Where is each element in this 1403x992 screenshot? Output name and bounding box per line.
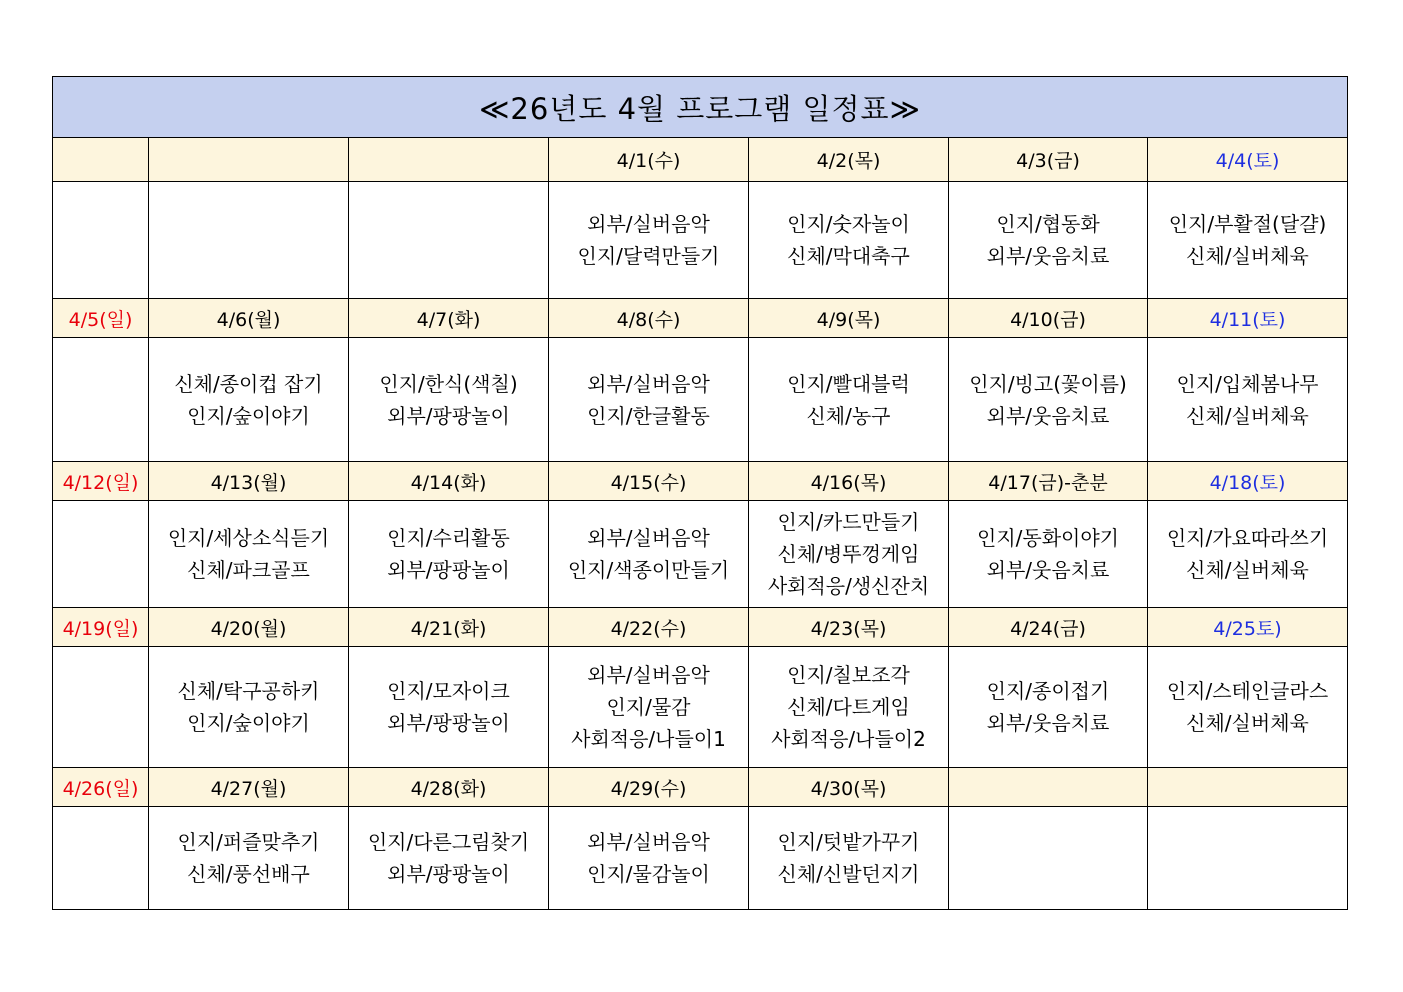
activity-cell-mon: [149, 647, 349, 768]
activity-row-week-1: [53, 182, 1348, 299]
activity-item: 신체/실버체육: [1186, 244, 1309, 268]
activity-item: 인지/텃밭가꾸기: [777, 830, 920, 854]
activity-cell-thu: [749, 807, 949, 910]
activity-cell-sat: [1148, 807, 1348, 910]
activity-item: 인지/빨대블럭: [787, 371, 910, 396]
activity-cell-wed: [549, 807, 749, 910]
schedule-table: [52, 76, 1348, 910]
activity-cell-sat: [1148, 338, 1348, 462]
date-cell-wed: 4/15(수): [549, 462, 749, 501]
activity-item: 신체/농구: [806, 403, 891, 428]
activity-item: 신체/풍선배구: [187, 862, 310, 886]
date-cell-thu: 4/30(목): [749, 768, 949, 807]
activity-cell-fri: [949, 501, 1148, 608]
activity-row-week-5: [53, 807, 1348, 910]
date-cell-sat: [1148, 768, 1348, 807]
date-cell-wed: 4/1(수): [549, 138, 749, 182]
activity-item: 인지/퍼즐맞추기: [177, 830, 320, 854]
activity-item: 인지/물감놀이: [587, 862, 710, 886]
activity-item: 인지/세상소식듣기: [167, 526, 330, 550]
activity-item: 인지/빙고(꽃이름): [969, 371, 1127, 396]
activity-item: 외부/팡팡놀이: [387, 862, 510, 886]
date-cell-sat: 4/18(토): [1148, 462, 1348, 501]
date-cell-fri: [949, 768, 1148, 807]
activity-item: 인지/모자이크: [387, 679, 510, 703]
activity-item: 신체/병뚜껑게임: [777, 542, 920, 566]
activity-item: 인지/부활절(달걀): [1168, 212, 1327, 236]
page-title: ≪26년도 4월 프로그램 일정표≫: [53, 77, 1348, 138]
activity-cell-wed: [549, 182, 749, 299]
activity-item: 인지/카드만들기: [777, 510, 920, 534]
date-cell-fri: 4/24(금): [949, 608, 1148, 647]
date-row-week-3: [53, 462, 1348, 501]
date-row-week-4: [53, 608, 1348, 647]
activity-cell-sun: [53, 182, 149, 299]
activity-item: 사회적응/나들이2: [771, 727, 926, 751]
date-cell-sat: 4/25토): [1148, 608, 1348, 647]
activity-cell-tue: [349, 338, 549, 462]
activity-cell-wed: [549, 338, 749, 462]
date-cell-tue: 4/14(화): [349, 462, 549, 501]
activity-row-week-2: [53, 338, 1348, 462]
activity-item: 외부/팡팡놀이: [387, 558, 510, 582]
date-cell-mon: 4/13(월): [149, 462, 349, 501]
activity-item: 인지/입체봄나무: [1176, 371, 1319, 396]
activity-cell-mon: [149, 182, 349, 299]
date-cell-tue: 4/28(화): [349, 768, 549, 807]
date-cell-sun: 4/5(일): [53, 299, 149, 338]
activity-item: 인지/색종이만들기: [567, 558, 730, 582]
date-cell-sun: 4/26(일): [53, 768, 149, 807]
activity-item: 외부/팡팡놀이: [387, 711, 510, 735]
activity-item: 인지/가요따라쓰기: [1166, 526, 1329, 550]
activity-item: 신체/실버체육: [1186, 711, 1309, 735]
date-cell-sun: 4/19(일): [53, 608, 149, 647]
activity-cell-tue: [349, 501, 549, 608]
activity-item: 인지/한글활동: [587, 403, 710, 428]
activity-item: 인지/종이접기: [986, 679, 1110, 703]
activity-item: 인지/물감: [606, 695, 691, 719]
activity-item: 인지/숲이야기: [187, 711, 310, 735]
date-cell-fri: 4/3(금): [949, 138, 1148, 182]
date-cell-mon: [149, 138, 349, 182]
date-cell-tue: 4/7(화): [349, 299, 549, 338]
activity-item: 외부/실버음악: [587, 830, 710, 854]
activity-cell-mon: [149, 501, 349, 608]
activity-item: 외부/실버음악: [587, 526, 710, 550]
activity-item: 인지/스테인글라스: [1166, 679, 1329, 703]
date-cell-mon: 4/27(월): [149, 768, 349, 807]
activity-item: 인지/한식(색칠): [379, 371, 518, 396]
activity-row-week-4: [53, 647, 1348, 768]
date-cell-sat: 4/11(토): [1148, 299, 1348, 338]
activity-item: 인지/동화이야기: [977, 526, 1119, 550]
activity-cell-wed: [549, 501, 749, 608]
activity-item: 인지/다른그림찾기: [367, 830, 530, 854]
activity-cell-fri: [949, 807, 1148, 910]
activity-cell-tue: [349, 807, 549, 910]
title-row: [53, 77, 1348, 138]
activity-cell-mon: [149, 807, 349, 910]
date-cell-tue: [349, 138, 549, 182]
date-cell-wed: 4/29(수): [549, 768, 749, 807]
activity-item: 사회적응/생신잔치: [767, 574, 930, 598]
activity-cell-sun: [53, 338, 149, 462]
activity-cell-wed: [549, 647, 749, 768]
activity-cell-thu: [749, 338, 949, 462]
date-cell-mon: 4/6(월): [149, 299, 349, 338]
activity-item: 신체/다트게임: [787, 695, 910, 719]
activity-item: 신체/종이컵 잡기: [174, 371, 323, 396]
activity-cell-sun: [53, 647, 149, 768]
date-cell-sun: 4/12(일): [53, 462, 149, 501]
date-row-week-5: [53, 768, 1348, 807]
activity-cell-sat: [1148, 501, 1348, 608]
activity-cell-tue: [349, 647, 549, 768]
activity-cell-fri: [949, 338, 1148, 462]
activity-item: 신체/실버체육: [1186, 403, 1309, 428]
date-cell-sun: [53, 138, 149, 182]
date-cell-mon: 4/20(월): [149, 608, 349, 647]
activity-cell-fri: [949, 647, 1148, 768]
activity-item: 외부/웃음치료: [986, 403, 1110, 428]
activity-item: 신체/신발던지기: [777, 862, 920, 886]
activity-item: 신체/탁구공하키: [177, 679, 320, 703]
date-cell-fri: 4/17(금)-춘분: [949, 462, 1148, 501]
date-cell-thu: 4/16(목): [749, 462, 949, 501]
activity-item: 외부/팡팡놀이: [387, 403, 510, 428]
activity-item: 외부/웃음치료: [986, 558, 1110, 582]
activity-item: 신체/실버체육: [1186, 558, 1309, 582]
activity-row-week-3: [53, 501, 1348, 608]
activity-cell-sun: [53, 807, 149, 910]
date-cell-thu: 4/23(목): [749, 608, 949, 647]
activity-item: 인지/숫자놀이: [787, 212, 910, 236]
date-row-week-2: [53, 299, 1348, 338]
date-cell-sat: 4/4(토): [1148, 138, 1348, 182]
activity-cell-thu: [749, 647, 949, 768]
date-cell-tue: 4/21(화): [349, 608, 549, 647]
activity-item: 인지/숲이야기: [187, 403, 310, 428]
activity-item: 인지/수리활동: [387, 526, 510, 550]
activity-item: 외부/실버음악: [587, 663, 710, 687]
activity-item: 인지/달력만들기: [577, 244, 720, 268]
date-cell-thu: 4/2(목): [749, 138, 949, 182]
activity-cell-sat: [1148, 182, 1348, 299]
activity-item: 신체/파크골프: [187, 558, 310, 582]
activity-item: 신체/막대축구: [787, 244, 910, 268]
activity-cell-sun: [53, 501, 149, 608]
activity-item: 인지/칠보조각: [787, 663, 910, 687]
date-cell-fri: 4/10(금): [949, 299, 1148, 338]
activity-item: 사회적응/나들이1: [571, 727, 726, 751]
date-cell-thu: 4/9(목): [749, 299, 949, 338]
activity-cell-mon: [149, 338, 349, 462]
date-cell-wed: 4/22(수): [549, 608, 749, 647]
activity-item: 외부/웃음치료: [986, 244, 1110, 268]
activity-cell-thu: [749, 182, 949, 299]
activity-item: 인지/협동화: [996, 212, 1100, 236]
date-row-week-1: [53, 138, 1348, 182]
activity-cell-thu: [749, 501, 949, 608]
activity-cell-sat: [1148, 647, 1348, 768]
activity-cell-fri: [949, 182, 1148, 299]
activity-item: 외부/웃음치료: [986, 711, 1110, 735]
activity-item: 외부/실버음악: [587, 212, 710, 236]
activity-item: 외부/실버음악: [587, 371, 710, 396]
date-cell-wed: 4/8(수): [549, 299, 749, 338]
activity-cell-tue: [349, 182, 549, 299]
